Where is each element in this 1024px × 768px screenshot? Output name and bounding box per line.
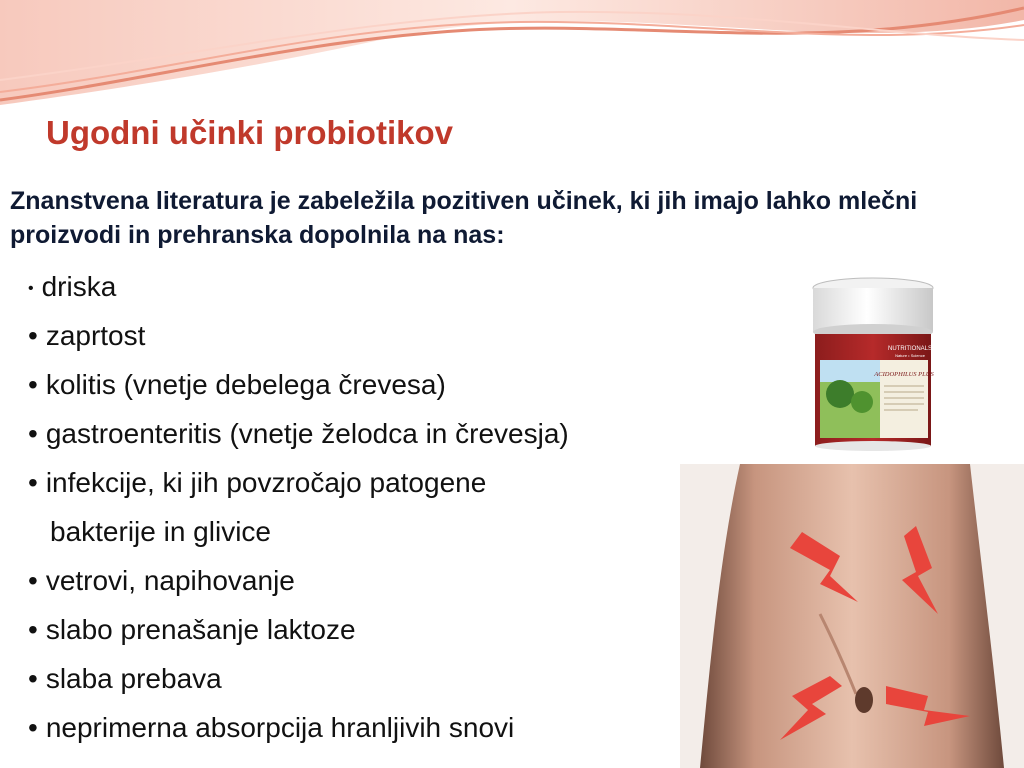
bullet-icon: • bbox=[28, 369, 38, 400]
intro-text: Znanstvena literatura je zabeležila pozitiven učinek, ki jih imajo lahko mlečni proizvodi in prehranska dopolnila na nas: bbox=[10, 187, 918, 249]
bullet-icon: • bbox=[28, 712, 38, 743]
jar-brand: NUTRITIONALS bbox=[887, 346, 933, 352]
list-item: • neprimerna absorpcija hranljivih snovi bbox=[28, 703, 569, 752]
bullet-icon: • bbox=[28, 418, 38, 449]
abdomen-pain-image bbox=[680, 464, 1024, 768]
bullet-icon: • bbox=[28, 663, 38, 694]
bullet-icon: • bbox=[28, 467, 38, 498]
bullet-icon: • bbox=[28, 614, 38, 645]
list-item: • zaprtost bbox=[28, 311, 569, 360]
bullet-icon: • bbox=[28, 280, 34, 297]
header-wave-decoration bbox=[0, 0, 1024, 110]
list-item: • driska bbox=[28, 262, 569, 311]
list-item-continuation: bakterije in glivice bbox=[50, 516, 271, 547]
list-item: • infekcije, ki jih povzročajo patogene bbox=[28, 458, 569, 507]
supplement-jar-image bbox=[806, 276, 940, 452]
list-item: • gastroenteritis (vnetje želodca in črevesja) bbox=[28, 409, 569, 458]
bullet-icon: • bbox=[28, 565, 38, 596]
bullet-icon: • bbox=[28, 320, 38, 351]
benefits-list bbox=[28, 262, 569, 752]
jar-tagline: Nature • Science bbox=[895, 353, 925, 358]
list-item: • slabo prenašanje laktoze bbox=[28, 605, 569, 654]
list-item: • vetrovi, napihovanje bbox=[28, 556, 569, 605]
jar-product: ACIDOPHILUS PLUS bbox=[874, 371, 934, 378]
list-item: • slaba prebava bbox=[28, 654, 569, 703]
slide-title: Ugodni učinki probiotikov bbox=[40, 112, 459, 154]
list-item: • kolitis (vnetje debelega črevesa) bbox=[28, 360, 569, 409]
